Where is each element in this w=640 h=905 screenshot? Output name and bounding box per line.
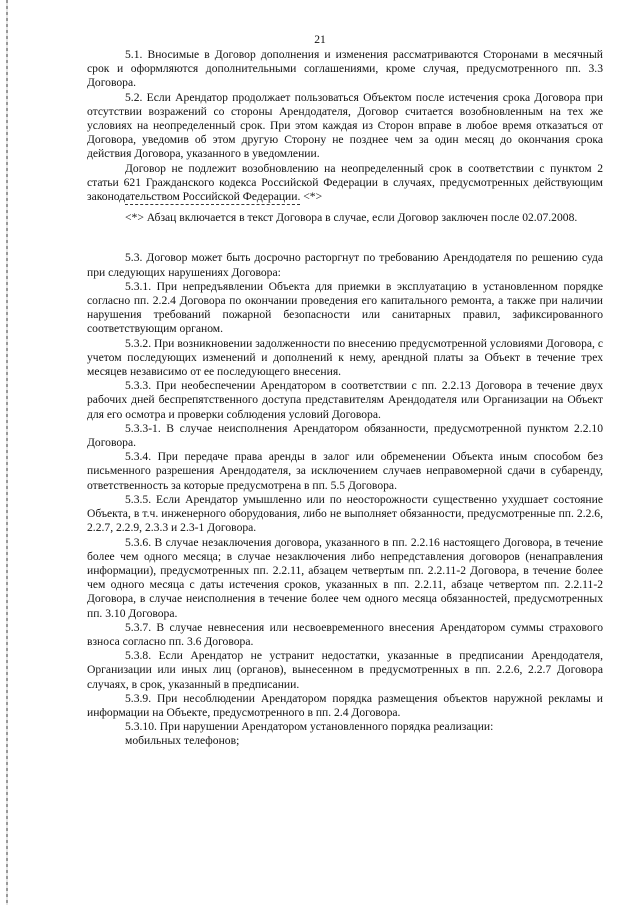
clause-5-1: 5.1. Вносимые в Договор дополнения и изменения рассматриваются Сторонами в месячный срок и оформляются дополнительными соглашениями, кроме случая, предусмотренного пп. 3.3 Договора.	[87, 48, 603, 90]
spacer	[87, 225, 603, 238]
clause-5-3-3-1: 5.3.3-1. В случае неисполнения Арендатором обязанности, предусмотренной пунктом 2.2.10 Договора.	[87, 421, 603, 450]
clause-mobile-phones: мобильных телефонов;	[125, 734, 240, 748]
clause-5-3-2: 5.3.2. При возникновении задолженности по внесению предусмотренной условиями Договора, с учетом последующих изменений и дополнений к нему, арендной платы за Объект в течение трех месяцев независимо от ее последующего внесения.	[87, 336, 603, 379]
clause-renewal-exception: Договор не подлежит возобновлению на неопределенный срок в соответствии с пунктом 2 статьи 621 Гражданского кодекса Российской Федерации в случаях, предусмотренных действующим законодательством Российской Федерации. <*>	[87, 161, 603, 204]
clause-5-3-10: 5.3.10. При нарушении Арендатором установленного порядка реализации:	[125, 720, 494, 734]
clause-5-3-7: 5.3.7. В случае невнесения или несвоевременного внесения Арендатором суммы страхового взноса согласно пп. 3.6 Договора.	[87, 620, 603, 648]
clause-5-3: 5.3. Договор может быть досрочно расторгнут по требованию Арендодателя по решению суда при следующих нарушениях Договора:	[87, 251, 603, 279]
clause-5-3-3: 5.3.3. При необеспечении Арендатором в соответствии с пп. 2.2.13 Договора в течение двух рабочих дней беспрепятственного доступа представителям Арендодателя или Организации на Объект для его осмотра и проверки соблюдения условий Договора.	[87, 379, 603, 421]
clause-5-3-1: 5.3.1. При непредъявлении Объекта для приемки в эксплуатацию в установленном порядке согласно пп. 2.2.4 Договора по окончании проведения его капитального ремонта, а также при наличии нарушения требований пожарной безопасности или санитарных правил, зафиксированного соответствующим органом.	[87, 279, 603, 336]
page-number: 21	[314, 33, 326, 46]
clause-5-3-5: 5.3.5. Если Арендатор умышленно или по неосторожности существенно ухудшает состояние Объекта, в т.ч. инженерного оборудования, либо не выполняет обязанности, предусмотренные пп. 2.2.6, 2.2.7, 2.2.9, 2.3.3 и 2.3-1 Договора.	[87, 492, 603, 535]
clause-5-3-4: 5.3.4. При передаче права аренды в залог или обременении Объекта иным способом без письменного разрешения Арендодателя, за исключением случаев неправомерной сдачи в субаренду, ответственность за которые предусмотрена в пп. 5.5 Договора.	[87, 450, 603, 492]
clause-5-3-6: 5.3.6. В случае незаключения договора, указанного в пп. 2.2.16 настоящего Договора, в течение более чем одного месяца; в случае незаключения либо непредставления договоров (ненаправления информации), предусмотренных пп. 2.2.11, абзацем четвертым пп. 2.2.11-2 Договора, в течение более чем одного месяца с даты истечения сроков, указанных в пп. 2.2.11, абзаце четвертом пп. 2.2.11-2 Договора, в случае неисполнения в течение более чем одного месяца обязанностей, предусмотренных пп. 3.10 Договора.	[87, 535, 603, 620]
clause-5-3-8: 5.3.8. Если Арендатор не устранит недостатки, указанные в предписании Арендодателя, Организации или иных лиц (органов), вынесенном в предусмотренных в пп. 2.2.6, 2.2.7 Договора случаях, в срок, указанный в предписании.	[87, 649, 603, 691]
document-body	[87, 48, 603, 749]
clause-5-3-9: 5.3.9. При несоблюдении Арендатором порядка размещения объектов наружной рекламы и информации на Объекте, предусмотренного в пп. 2.4 Договора.	[87, 691, 603, 719]
scan-edge	[6, 0, 8, 905]
footnote: <*> Абзац включается в текст Договора в случае, если Договор заключен после 02.07.2008.	[125, 211, 578, 225]
spacer	[87, 238, 603, 251]
clause-5-2: 5.2. Если Арендатор продолжает пользоваться Объектом после истечения срока Договора при отсутствии возражений со стороны Арендодателя, Договор считается возобновленным на тех же условиях на неопределенный срок. При этом каждая из Сторон вправе в любое время отказаться от Договора, уведомив об этом другую Сторону не позднее чем за один месяц до окончания срока действия Договора, указанного в уведомлении.	[87, 90, 603, 161]
footnote-separator	[125, 204, 300, 205]
